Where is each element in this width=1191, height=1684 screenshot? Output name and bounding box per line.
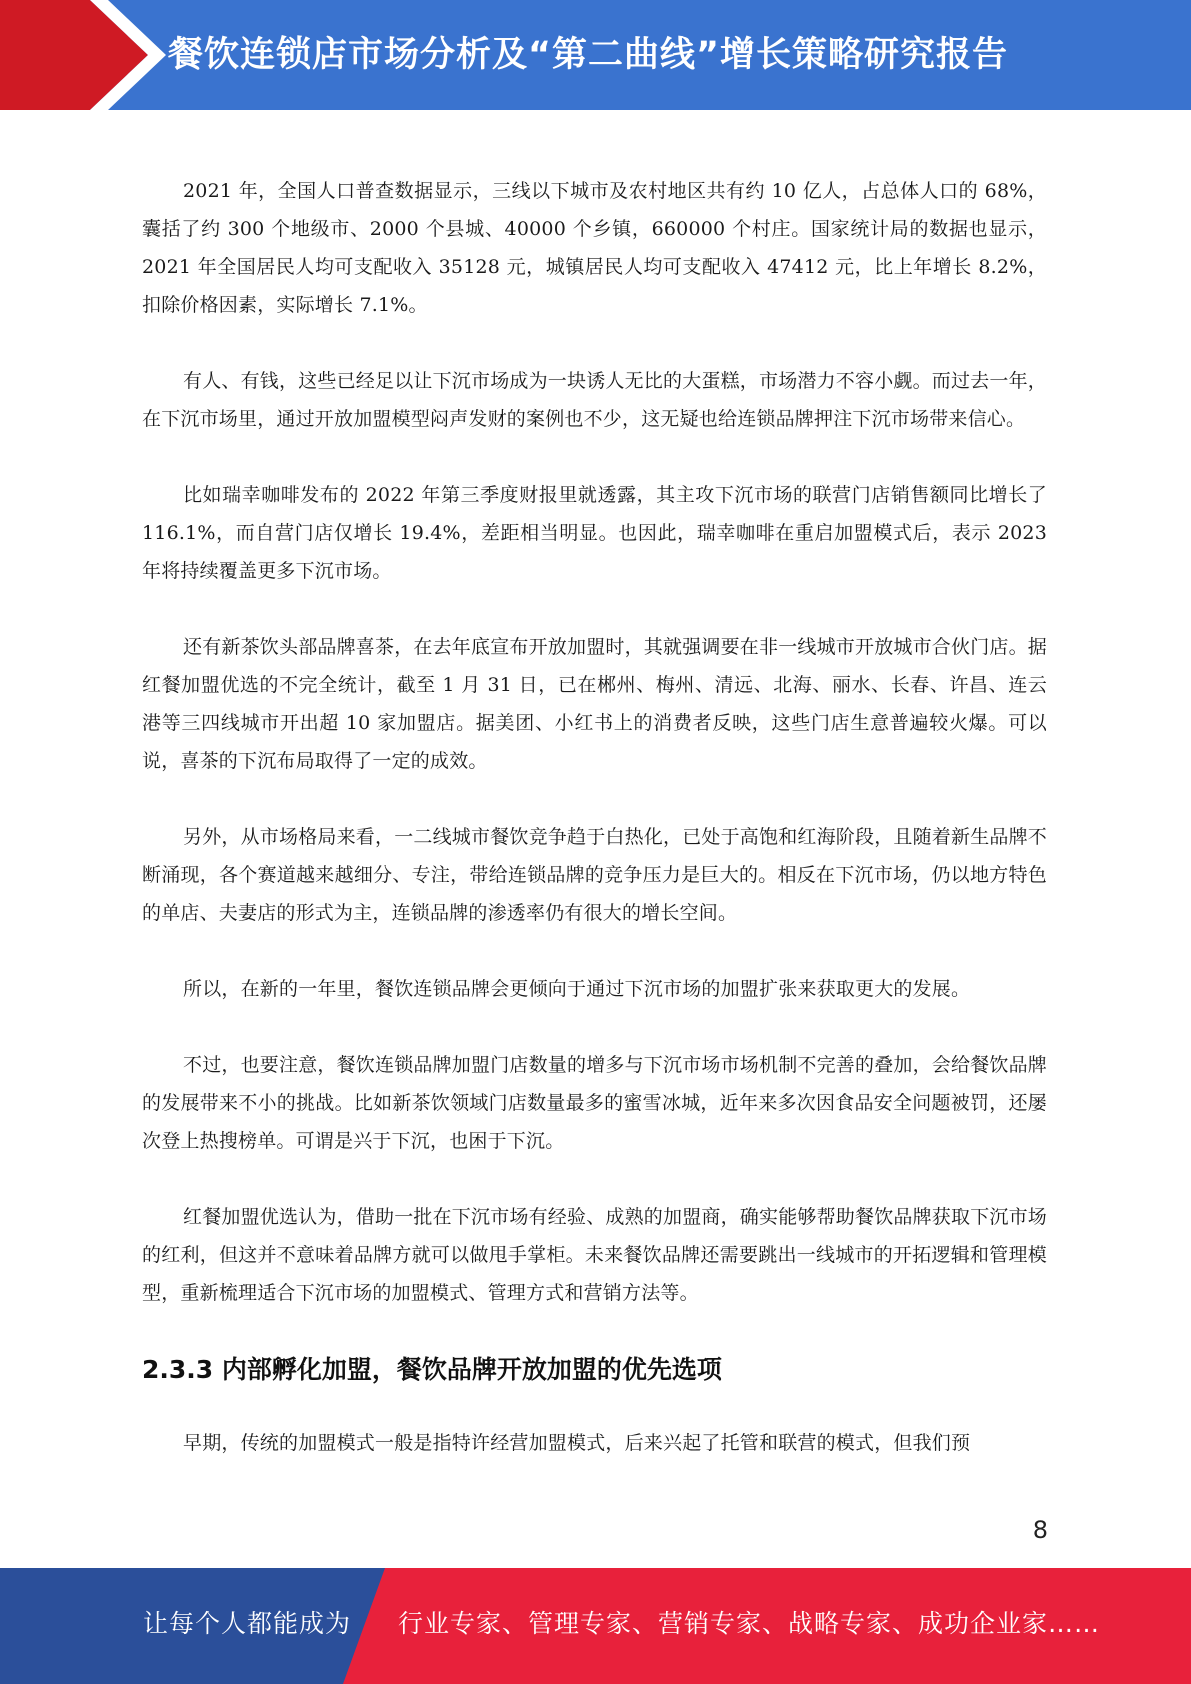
report-title: 餐饮连锁店市场分析及“第二曲线”增长策略研究报告	[168, 35, 1009, 75]
paragraph: 不过，也要注意，餐饮连锁品牌加盟门店数量的增多与下沉市场市场机制不完善的叠加，会给餐饮品牌的发展带来不小的挑战。比如新茶饮领域门店数量最多的蜜雪冰城，近年来多次因食品安全问题被罚，还屡次登上热搜榜单。可谓是兴于下沉，也困于下沉。	[142, 1054, 1048, 1152]
paragraph: 还有新茶饮头部品牌喜茶，在去年底宣布开放加盟时，其就强调要在非一线城市开放城市合伙门店。据红餐加盟优选的不完全统计，截至 1 月 31 日，已在郴州、梅州、清远、北海、丽水、长春、许昌、连云港等三四线城市开出超 10 家加盟店。据美团、小红书上的消费者反映，这些门店生意普遍较火爆。可以说，喜茶的下沉布局取得了一定的成效。	[142, 636, 1048, 772]
paragraph: 早期，传统的加盟模式一般是指特许经营加盟模式，后来兴起了托管和联营的模式，但我们预	[183, 1432, 971, 1454]
paragraph: 2021 年，全国人口普查数据显示，三线以下城市及农村地区共有约 10 亿人，占总体人口的 68%，囊括了约 300 个地级市、2000 个县城、40000 个乡镇，660000 个村庄。国家统计局的数据也显示，2021 年全国居民人均可支配收入 35128 元，城镇居民人均可支配收入 47412 元，比上年增长 8.2%，扣除价格因素，实际增长 7.1%。	[142, 180, 1047, 316]
paragraph: 另外，从市场格局来看，一二线城市餐饮竞争趋于白热化，已处于高饱和红海阶段，且随着新生品牌不断涌现，各个赛道越来越细分、专注，带给连锁品牌的竞争压力是巨大的。相反在下沉市场，仍以地方特色的单店、夫妻店的形式为主，连锁品牌的渗透率仍有很大的增长空间。	[142, 826, 1048, 924]
page-footer	[0, 1568, 1191, 1684]
paragraph: 有人、有钱，这些已经足以让下沉市场成为一块诱人无比的大蛋糕，市场潜力不容小觑。而过去一年，在下沉市场里，通过开放加盟模型闷声发财的案例也不少，这无疑也给连锁品牌押注下沉市场带来信心。	[142, 370, 1048, 430]
page-header	[0, 0, 1191, 110]
page-number: 8	[1032, 1516, 1048, 1544]
paragraph: 所以，在新的一年里，餐饮连锁品牌会更倾向于通过下沉市场的加盟扩张来获取更大的发展。	[183, 978, 971, 1000]
paragraph: 比如瑞幸咖啡发布的 2022 年第三季度财报里就透露，其主攻下沉市场的联营门店销售额同比增长了 116.1%，而自营门店仅增长 19.4%，差距相当明显。也因此，瑞幸咖啡在重启加盟模式后，表示 2023 年将持续覆盖更多下沉市场。	[142, 484, 1047, 582]
section-heading: 2.3.3 内部孵化加盟，餐饮品牌开放加盟的优先选项	[142, 1355, 722, 1384]
document-body	[142, 172, 1047, 1500]
footer-slogan-left: 让每个人都能成为	[143, 1609, 352, 1638]
footer-slogan-right: 行业专家、管理专家、营销专家、战略专家、成功企业家……	[398, 1609, 1101, 1638]
paragraph: 红餐加盟优选认为，借助一批在下沉市场有经验、成熟的加盟商，确实能够帮助餐饮品牌获取下沉市场的红利，但这并不意味着品牌方就可以做甩手掌柜。未来餐饮品牌还需要跳出一线城市的开拓逻辑和管理模型，重新梳理适合下沉市场的加盟模式、管理方式和营销方法等。	[142, 1206, 1048, 1304]
